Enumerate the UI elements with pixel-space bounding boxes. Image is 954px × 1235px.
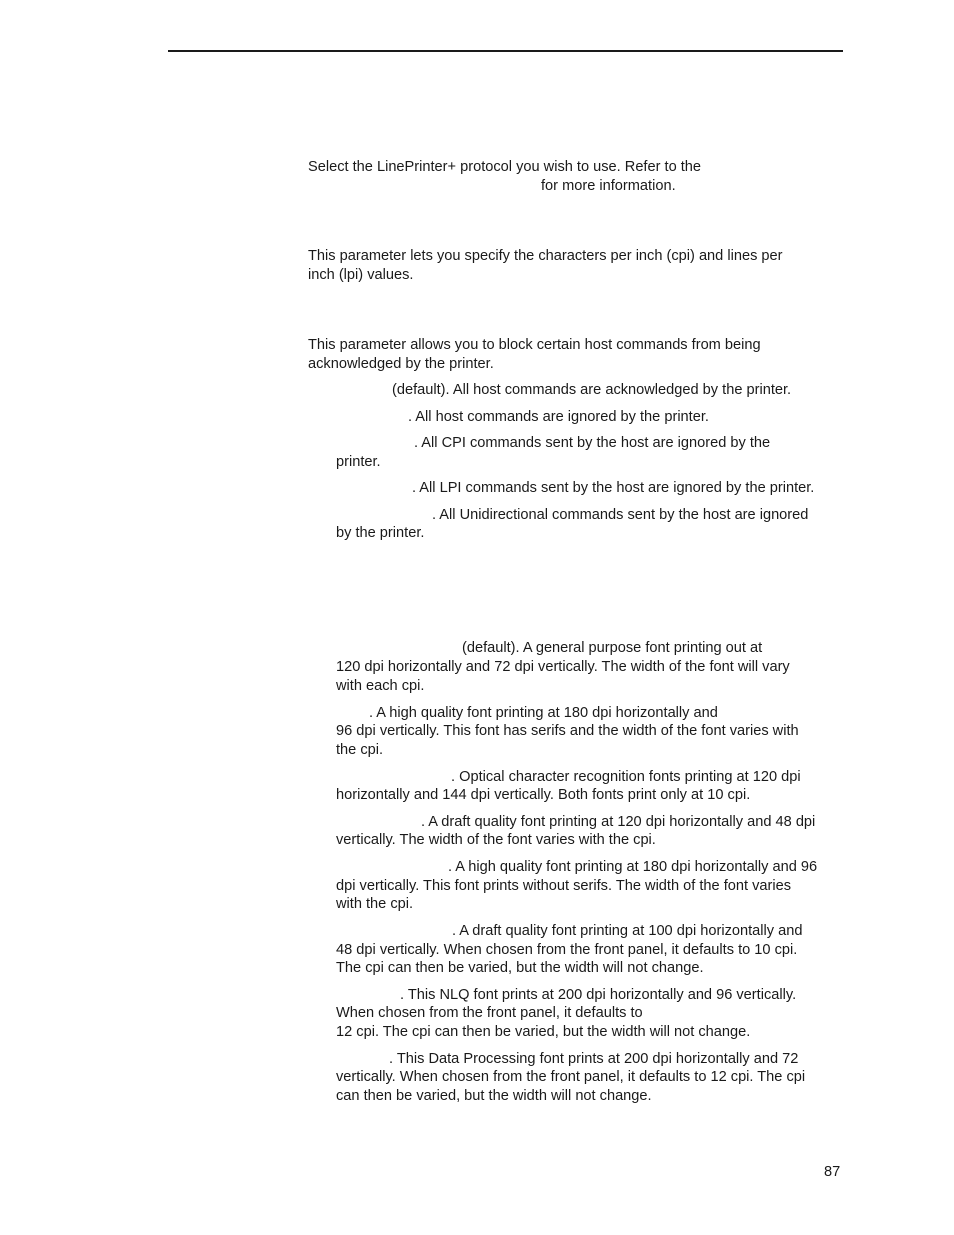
host-option-disable-all: . All host commands are ignored by the printer. (408, 409, 709, 425)
font-option-6-line-2: 48 dpi vertically. When chosen from the front panel, it defaults to 10 cpi. (336, 942, 798, 958)
font-option-1-line-3: with each cpi. (336, 678, 425, 694)
host-option-disable-cpi-line-1: . All CPI commands sent by the host are ignored by the (414, 435, 771, 451)
font-option-1-line-2: 120 dpi horizontally and 72 dpi vertically. The width of the font will vary (336, 659, 790, 675)
font-option-8-line-3: can then be varied, but the width will not change. (336, 1088, 652, 1104)
host-option-disable-unidir-line-2: by the printer. (336, 525, 425, 541)
font-option-7-line-1: . This NLQ font prints at 200 dpi horizontally and 96 vertically. (400, 987, 797, 1003)
font-option-5-line-3: with the cpi. (336, 896, 414, 912)
font-option-4-line-1: . A draft quality font printing at 120 dpi horizontally and 48 dpi (421, 814, 816, 830)
font-option-6-line-3: The cpi can then be varied, but the width will not change. (336, 960, 704, 976)
host-option-enable-all: (default). All host commands are acknowledged by the printer. (392, 382, 792, 398)
font-option-2-line-3: the cpi. (336, 742, 384, 758)
font-option-7-line-3: 12 cpi. The cpi can then be varied, but the width will not change. (336, 1024, 751, 1040)
protocol-text-line-1: Select the LinePrinter+ protocol you wish to use. Refer to the (308, 159, 702, 175)
font-option-2-line-2: 96 dpi vertically. This font has serifs and the width of the font varies with (336, 723, 799, 739)
page-number: 87 (824, 1164, 841, 1180)
host-option-disable-unidir-line-1: . All Unidirectional commands sent by the host are ignored (432, 507, 809, 523)
font-option-7-line-2: When chosen from the front panel, it defaults to (336, 1005, 643, 1021)
font-option-8-line-2: vertically. When chosen from the front panel, it defaults to 12 cpi. The cpi (336, 1069, 806, 1085)
font-option-2-line-1: . A high quality font printing at 180 dpi horizontally and (369, 705, 718, 721)
font-option-1-line-1: (default). A general purpose font printing out at (462, 640, 763, 656)
host-option-disable-cpi-line-2: printer. (336, 454, 381, 470)
cpi-lpi-text-line-2: inch (lpi) values. (308, 267, 414, 283)
host-commands-text-line-2: acknowledged by the printer. (308, 356, 494, 372)
font-option-5-line-2: dpi vertically. This font prints without serifs. The width of the font varies (336, 878, 792, 894)
font-option-4-line-2: vertically. The width of the font varies with the cpi. (336, 832, 656, 848)
font-option-8-line-1: . This Data Processing font prints at 200 dpi horizontally and 72 (389, 1051, 799, 1067)
protocol-text-line-2: for more information. (541, 178, 676, 194)
font-option-3-line-2: horizontally and 144 dpi vertically. Both fonts print only at 10 cpi. (336, 787, 751, 803)
font-option-6-line-1: . A draft quality font printing at 100 dpi horizontally and (452, 923, 803, 939)
host-commands-text-line-1: This parameter allows you to block certain host commands from being (308, 337, 761, 353)
font-option-5-line-1: . A high quality font printing at 180 dpi horizontally and 96 (448, 859, 818, 875)
header-rule (168, 50, 843, 52)
font-option-3-line-1: . Optical character recognition fonts printing at 120 dpi (451, 769, 801, 785)
host-option-disable-lpi: . All LPI commands sent by the host are ignored by the printer. (412, 480, 815, 496)
cpi-lpi-text-line-1: This parameter lets you specify the characters per inch (cpi) and lines per (308, 248, 783, 264)
